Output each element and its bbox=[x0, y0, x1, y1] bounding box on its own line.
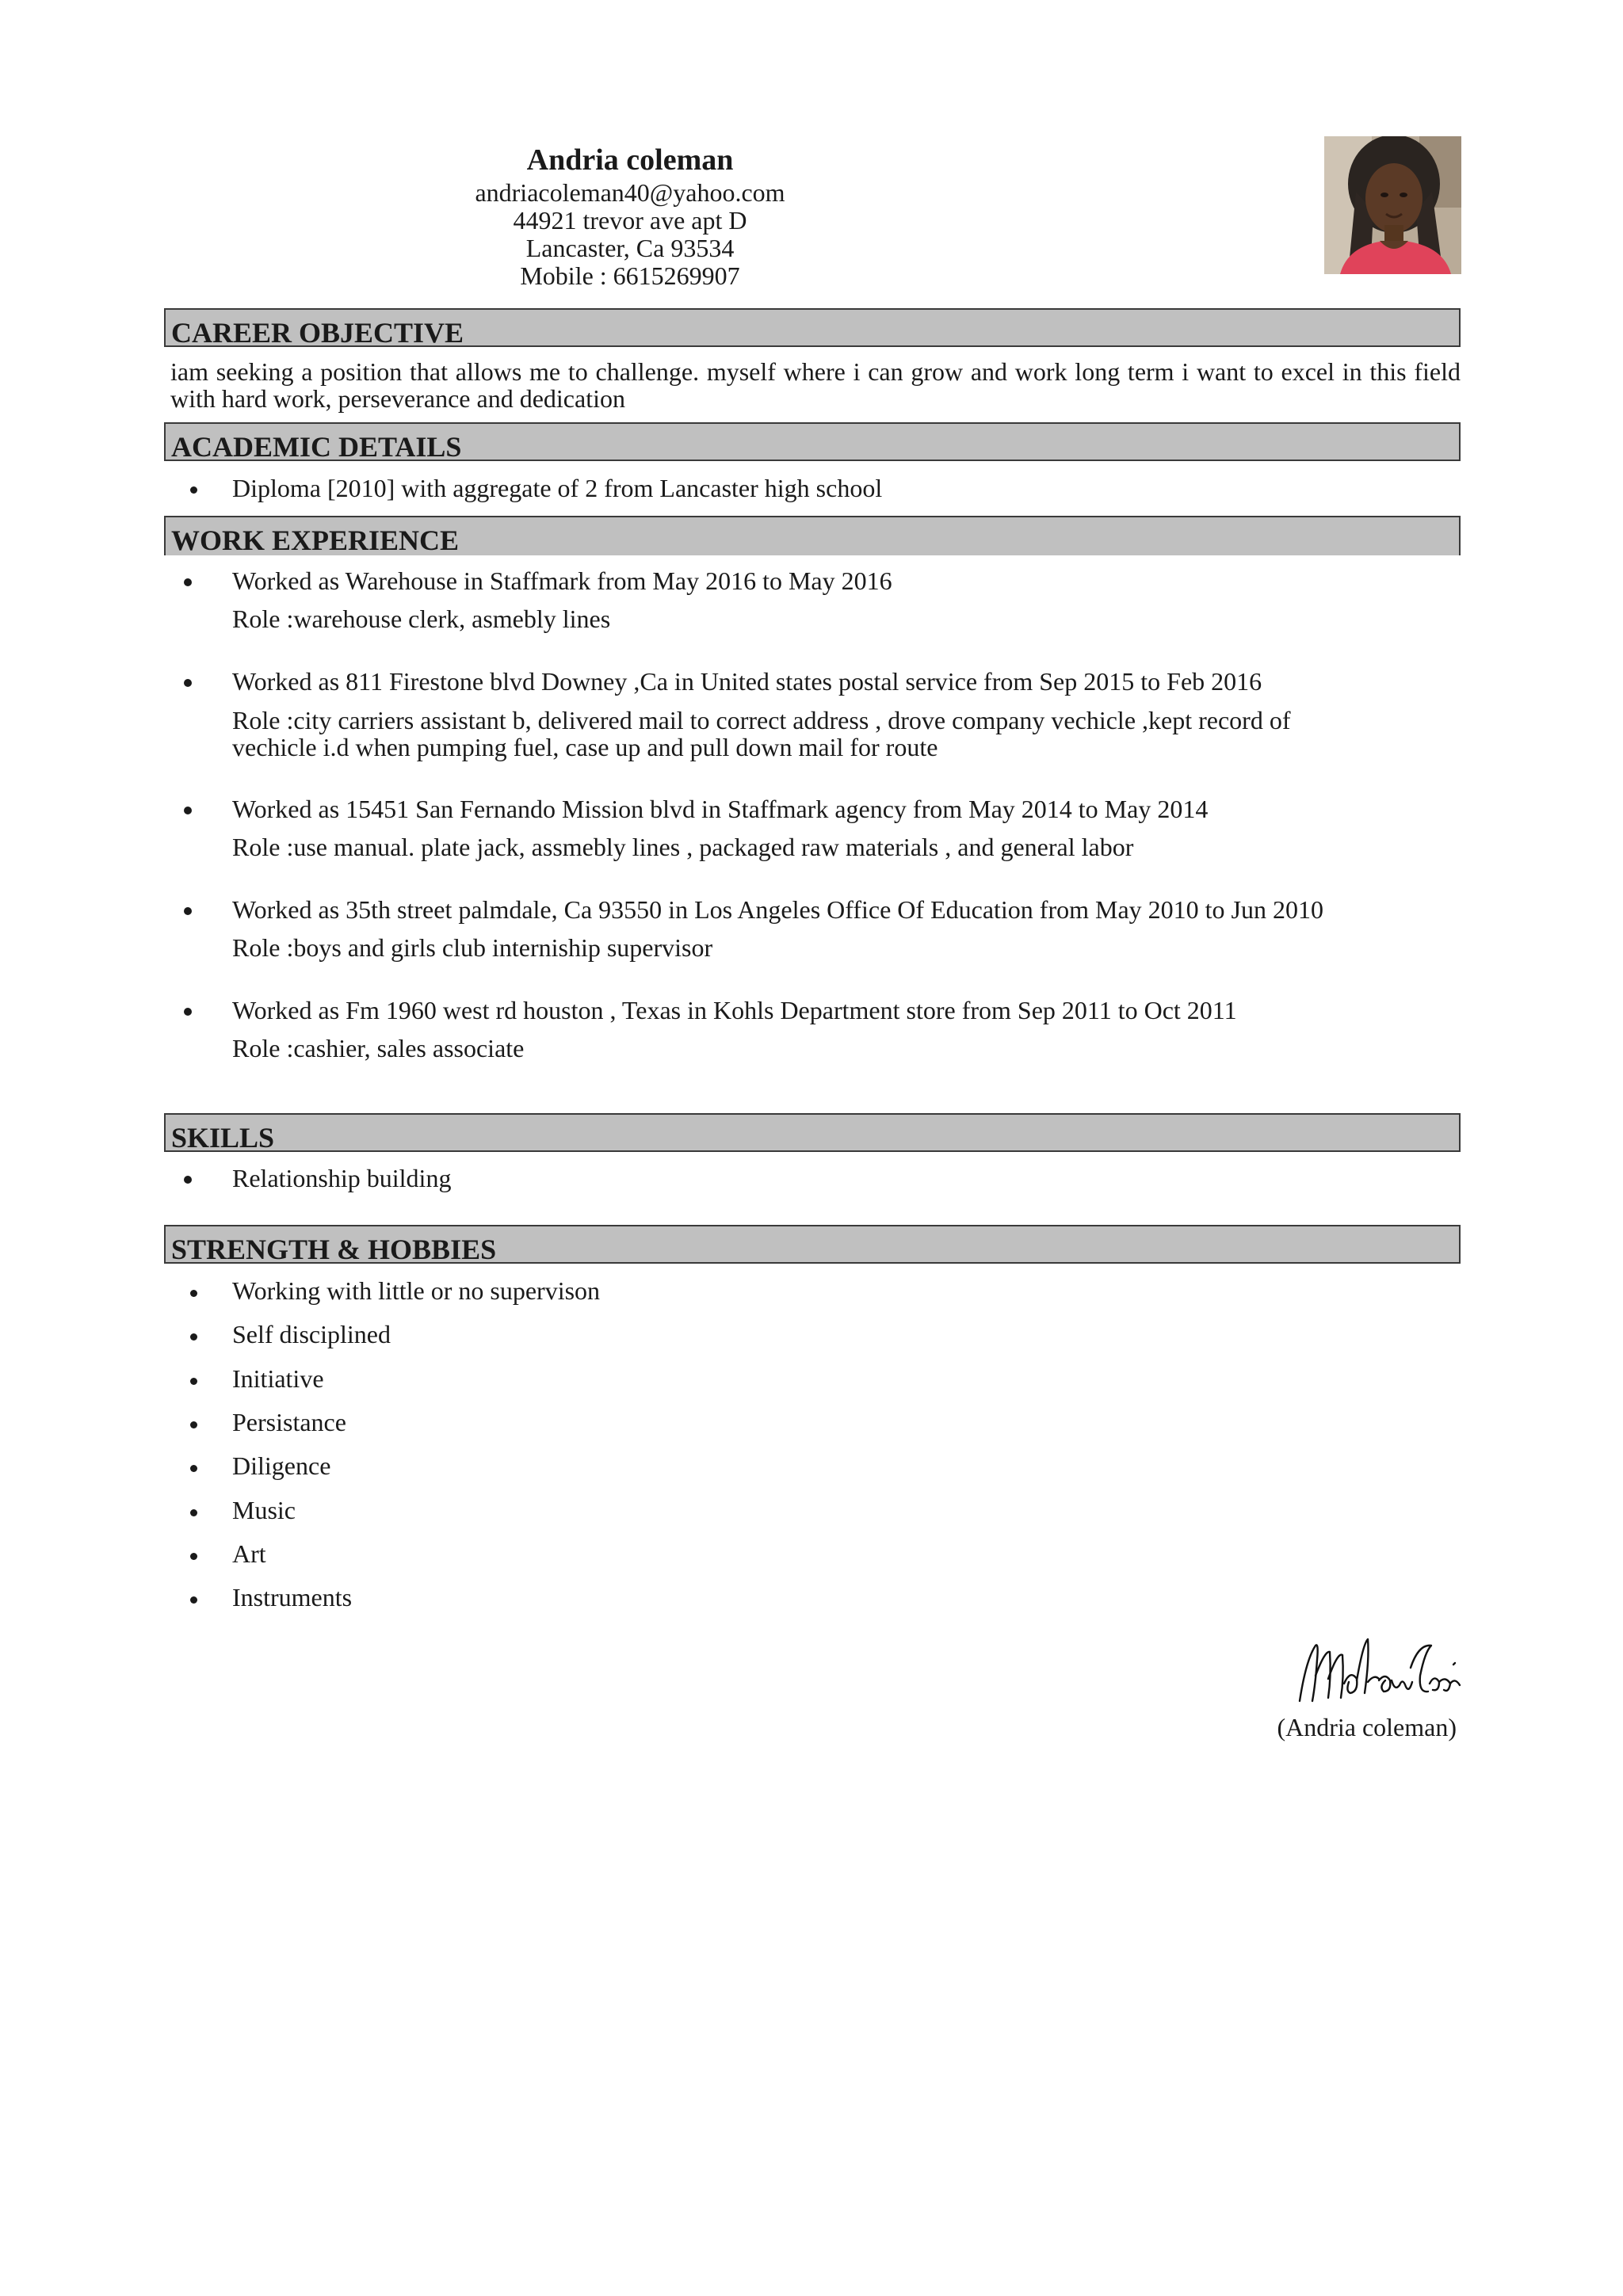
section-heading-academic-details: ACADEMIC DETAILS bbox=[164, 422, 1461, 461]
work-item-title: Worked as 35th street palmdale, Ca 93550 in Los Angeles Office Of Education from May 2010 to Jun 2010 bbox=[232, 895, 1323, 924]
bullet-icon bbox=[190, 1378, 197, 1385]
address-line-2: Lancaster, Ca 93534 bbox=[525, 234, 735, 262]
bullet-icon bbox=[190, 1596, 197, 1604]
bullet-icon bbox=[190, 486, 197, 494]
bullet-icon bbox=[190, 1465, 197, 1472]
work-item-role: Role :cashier, sales associate bbox=[232, 1034, 525, 1062]
career-objective-text: iam seeking a position that allows me to challenge. myself where i can grow and work long term i want to excel in this field with hard work, perseverance and dedication bbox=[170, 357, 1461, 413]
section-heading-career-objective: CAREER OBJECTIVE bbox=[164, 308, 1461, 347]
section-heading-strength-hobbies: STRENGTH & HOBBIES bbox=[164, 1225, 1461, 1264]
hobby-item: Art bbox=[232, 1539, 266, 1568]
hobby-item: Music bbox=[232, 1496, 296, 1524]
work-item-title: Worked as 811 Firestone blvd Downey ,Ca in United states postal service from Sep 2015 to Feb 2016 bbox=[232, 667, 1262, 696]
section-heading-skills: SKILLS bbox=[164, 1113, 1461, 1152]
skill-item: Relationship building bbox=[232, 1164, 452, 1192]
work-item-role: Role :warehouse clerk, asmebly lines bbox=[232, 605, 611, 633]
bullet-icon bbox=[184, 1008, 192, 1016]
bullet-icon bbox=[190, 1333, 197, 1341]
bullet-icon bbox=[184, 679, 192, 687]
work-item-role: Role :city carriers assistant b, delivered mail to correct address , drove company vechicle ,kept record of vechicle i.d when pumping fuel, case up and pull down mail for route bbox=[232, 706, 1291, 761]
address-line-1: 44921 trevor ave apt D bbox=[513, 206, 747, 235]
signature-printed-name: (Andria coleman) bbox=[1277, 1713, 1457, 1741]
hobby-item: Instruments bbox=[232, 1583, 353, 1611]
work-item-role: Role :use manual. plate jack, assmebly lines , packaged raw materials , and general labor bbox=[232, 833, 1134, 861]
bullet-icon bbox=[184, 807, 192, 814]
profile-photo bbox=[1324, 136, 1461, 274]
hobby-item: Self disciplined bbox=[232, 1320, 391, 1348]
work-item-title: Worked as 15451 San Fernando Mission blvd in Staffmark agency from May 2014 to May 2014 bbox=[232, 795, 1209, 823]
work-item-title: Worked as Warehouse in Staffmark from May 2016 to May 2016 bbox=[232, 566, 892, 595]
mobile-number: Mobile : 6615269907 bbox=[520, 261, 740, 290]
work-item-role: Role :boys and girls club interniship supervisor bbox=[232, 933, 713, 962]
section-heading-work-experience: WORK EXPERIENCE bbox=[164, 516, 1461, 555]
bullet-icon bbox=[184, 907, 192, 915]
hobby-item: Persistance bbox=[232, 1408, 346, 1436]
resume-header bbox=[301, 141, 959, 290]
bullet-icon bbox=[190, 1509, 197, 1516]
academic-item: Diploma [2010] with aggregate of 2 from Lancaster high school bbox=[232, 474, 883, 502]
work-item-title: Worked as Fm 1960 west rd houston , Texas in Kohls Department store from Sep 2011 to Oct 2011 bbox=[232, 996, 1237, 1024]
bullet-icon bbox=[184, 1176, 192, 1184]
bullet-icon bbox=[190, 1421, 197, 1428]
email-address: andriacoleman40@yahoo.com bbox=[475, 178, 785, 207]
hobby-item: Working with little or no supervison bbox=[232, 1276, 601, 1305]
bullet-icon bbox=[184, 578, 192, 586]
hobby-item: Diligence bbox=[232, 1451, 331, 1480]
handwritten-signature bbox=[1292, 1628, 1466, 1715]
hobby-item: Initiative bbox=[232, 1364, 324, 1393]
candidate-name: Andria coleman bbox=[526, 143, 734, 177]
bullet-icon bbox=[190, 1290, 197, 1297]
bullet-icon bbox=[190, 1553, 197, 1560]
